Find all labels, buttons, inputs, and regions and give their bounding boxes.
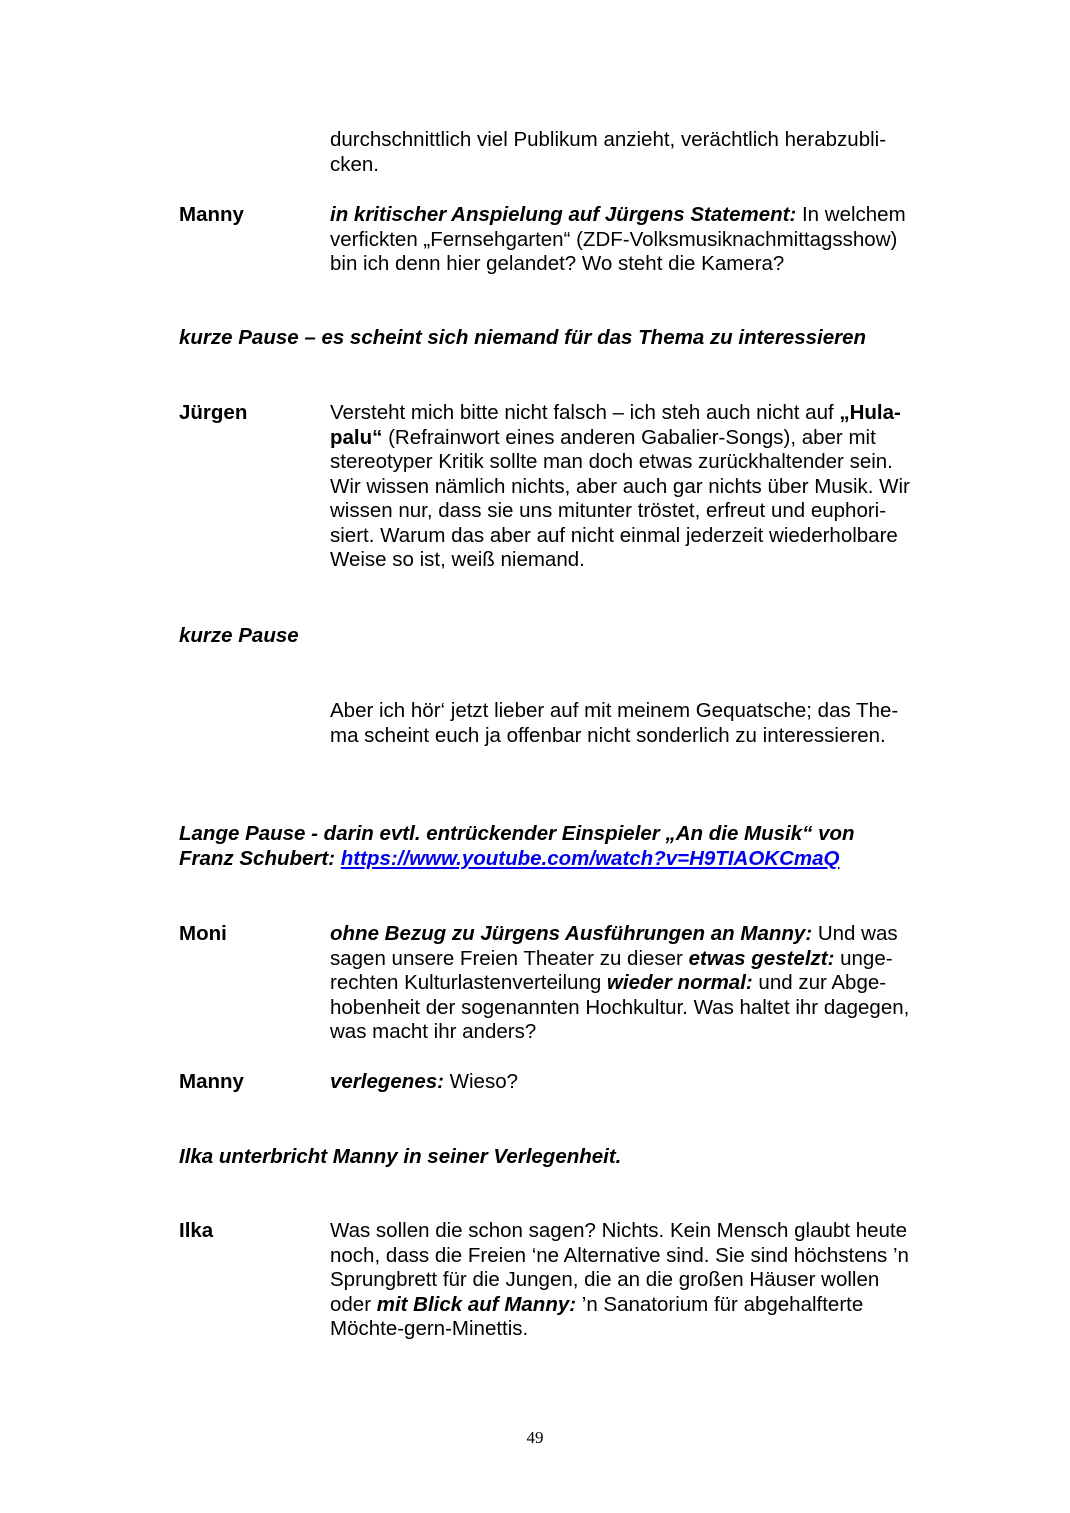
text-line (330, 947, 943, 972)
speech-manny-2 (330, 1070, 943, 1095)
stage-direction: in kritischer Anspielung auf Jürgens Statement: (330, 203, 797, 226)
page-number: 49 (526, 1428, 544, 1447)
text-line: hobenheit der sogenannten Hochkultur. Was haltet ihr dagegen, (330, 995, 910, 1019)
text-span: und zur Abge- (752, 971, 887, 994)
text-span: ’n Sanatorium für abgehalfterte (576, 1292, 864, 1316)
text-span: (Refrainwort eines anderen Gabalier-Songs), aber mit (382, 425, 876, 449)
stage-direction: ohne Bezug zu Jürgens Ausführungen an Manny: (330, 922, 813, 945)
speech-manny-1 (330, 203, 943, 277)
stage-direction-line: kurze Pause (179, 624, 299, 647)
speech-juergen (330, 401, 943, 573)
text-span: Und was (812, 922, 898, 945)
bold-word: palu“ (330, 425, 383, 449)
text-span: rechten Kulturlastenverteilung (330, 971, 607, 994)
text-line (330, 1070, 943, 1095)
text-line: durchschnittlich viel Publikum anzieht, verächtlich herabzubli- (330, 128, 887, 151)
stage-direction: verlegenes: (330, 1070, 444, 1093)
stage-direction: etwas gestelzt: (688, 946, 835, 970)
text-span: unge- (834, 946, 893, 970)
text-span: Franz Schubert: (179, 846, 341, 870)
text-line (330, 922, 943, 947)
speaker-name: Ilka (179, 1219, 214, 1242)
text-line: Lange Pause - darin evtl. entrückender Einspieler „An die Musik“ von (179, 822, 855, 845)
stage-direction-line: Ilka unterbricht Manny in seiner Verlegenheit. (179, 1145, 622, 1168)
text-line: verfickten „Fernsehgarten“ (ZDF-Volksmusiknachmittagsshow) (330, 227, 898, 251)
text-line (330, 401, 943, 426)
text-line: Sprungbrett für die Jungen, die an die großen Häuser wollen (330, 1268, 880, 1291)
text-span: oder (330, 1292, 377, 1316)
text-line (330, 426, 943, 451)
text-line: was macht ihr anders? (330, 1020, 537, 1043)
stage-direction: wieder normal: (606, 971, 753, 994)
text-line (330, 1293, 943, 1318)
speech-juergen-continued (330, 699, 943, 748)
youtube-link[interactable]: https://www.youtube.com/watch?v=H9TIAOKCmaQ (340, 846, 840, 870)
speaker-name: Manny (179, 203, 244, 226)
text-span: In welchem (796, 203, 906, 226)
bold-word: „Hula- (839, 401, 901, 424)
speaker-name: Moni (179, 922, 227, 945)
speaker-name: Manny (179, 1070, 244, 1093)
stage-direction-line: kurze Pause – es scheint sich niemand für das Thema zu interessieren (179, 326, 867, 349)
speaker-name: Jürgen (179, 401, 248, 424)
text-line: siert. Warum das aber auf nicht einmal jederzeit wiederholbare (330, 523, 898, 547)
text-line: Aber ich hör‘ jetzt lieber auf mit meinem Gequatsche; das The- (330, 699, 899, 722)
text-line: bin ich denn hier gelandet? Wo steht die Kamera? (330, 252, 785, 275)
text-line: Was sollen die schon sagen? Nichts. Kein Mensch glaubt heute (330, 1219, 907, 1242)
text-line (179, 847, 959, 872)
text-line: Möchte-gern-Minettis. (330, 1317, 529, 1340)
text-line (330, 203, 943, 228)
text-line: ma scheint euch ja offenbar nicht sonderlich zu interessieren. (330, 723, 886, 747)
speech-ilka (330, 1219, 943, 1342)
stage-direction: mit Blick auf Manny: (376, 1292, 577, 1316)
text-line: cken. (330, 152, 379, 176)
stage-direction-music (179, 822, 959, 871)
text-line: stereotyper Kritik sollte man doch etwas zurückhaltender sein. (330, 450, 893, 473)
text-line: noch, dass die Freien ‘ne Alternative sind. Sie sind höchstens ’n (330, 1243, 909, 1267)
text-span: sagen unsere Freien Theater zu dieser (330, 946, 689, 970)
text-line: Weise so ist, weiß niemand. (330, 548, 585, 571)
text-span: Wieso? (443, 1070, 519, 1093)
speech-moni (330, 922, 943, 1045)
text-line (330, 971, 943, 996)
text-span: Versteht mich bitte nicht falsch – ich steh auch nicht auf (330, 401, 840, 424)
text-line: Wir wissen nämlich nichts, aber auch gar nichts über Musik. Wir (330, 474, 910, 498)
text-line: wissen nur, dass sie uns mitunter tröstet, erfreut und euphori- (330, 499, 887, 522)
speech-continuation (330, 128, 943, 177)
